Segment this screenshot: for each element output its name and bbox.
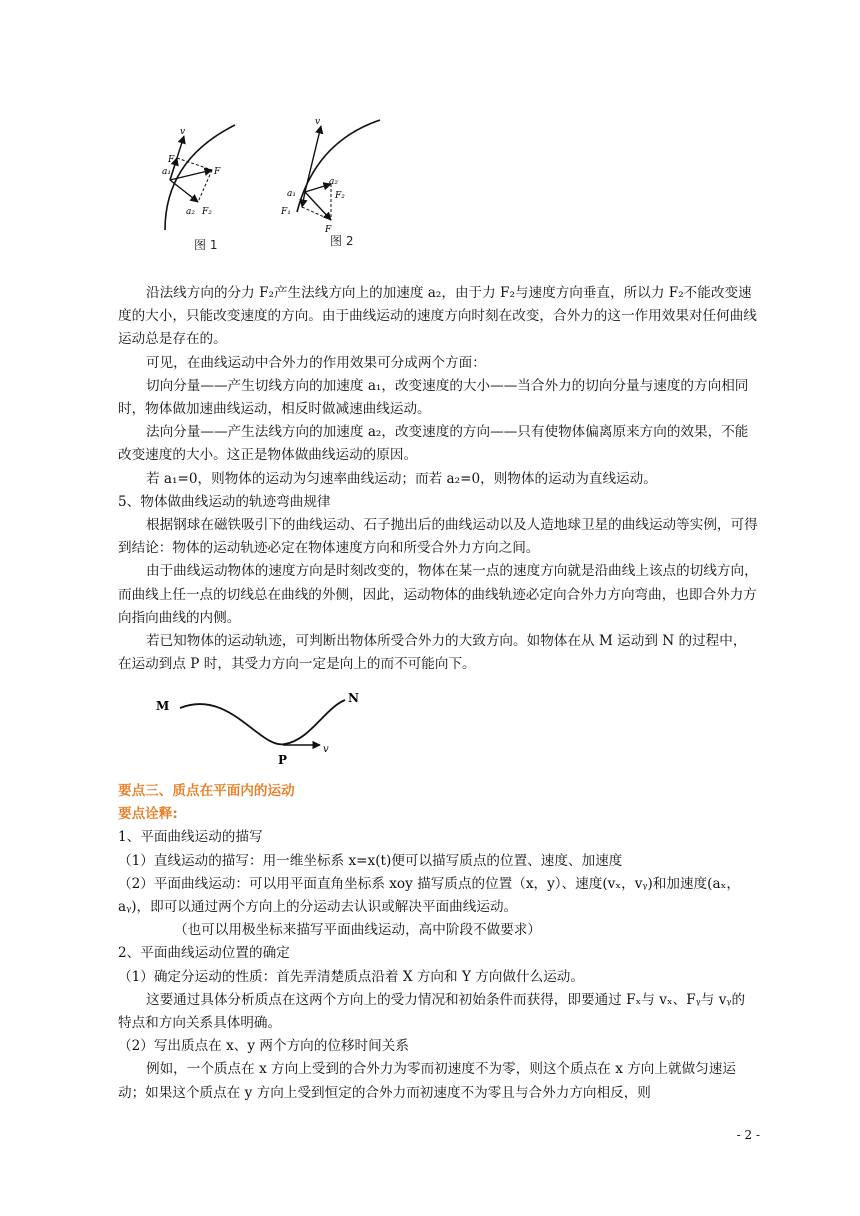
paragraph: 法向分量——产生法线方向的加速度 a₂，改变速度的方向——只有使物体偏离原来方向的效果，不能改变速度的大小。这正是物体做曲线运动的原因。 — [118, 424, 749, 464]
paragraph: 切向分量——产生切线方向的加速度 a₁，改变速度的大小——当合外力的切向分量与速度的方向相同时，物体做加速曲线运动，相反时做减速曲线运动。 — [118, 377, 749, 418]
section-subheading: 要点诠释: — [118, 806, 178, 823]
fig2-label-F2: F₂ — [335, 191, 345, 201]
fig2-label-v: v — [315, 117, 321, 127]
body-text-1 — [118, 282, 758, 676]
line: 例如，一个质点在 x 方向上受到的合外力为零而初速度不为零，则这个质点在 x 方向上就做匀速运动；如果这个质点在 y 方向上受到恒定的合外力而初速度不为零且与合外力方向相反，则 — [118, 1061, 736, 1101]
figure-2 — [275, 112, 385, 237]
fig1-label-a2: a₂ — [186, 207, 195, 217]
page-number: - 2 - — [736, 1128, 760, 1142]
figure-2-caption: 图 2 — [330, 234, 354, 248]
figure-2-diagram — [275, 112, 385, 237]
label-N: N — [348, 691, 359, 705]
paragraph: 由于曲线运动物体的速度方向是时刻改变的，物体在某一点的速度方向就是沿曲线上该点的切线方向，而曲线上任一点的切线总在曲线的外侧，因此，运动物体的曲线轨迹必定向合外力方向弯曲，也即合外力方向指向曲线的内侧。 — [118, 563, 758, 626]
line: （1）直线运动的描写：用一维坐标系 x=x(t)便可以描写质点的位置、速度、加速度 — [118, 852, 623, 869]
section-heading: 要点三、质点在平面内的运动 — [118, 783, 295, 799]
fig2-label-F1: F₁ — [281, 207, 291, 217]
fig2-label-F: F — [325, 225, 332, 235]
fig1-label-F1: F₁ — [168, 155, 178, 165]
fig1-label-F2: F₂ — [202, 207, 212, 217]
line: （1）确定分运动的性质：首先弄清楚质点沿着 X 方向和 Y 方向做什么运动。 — [118, 968, 584, 985]
label-v: v — [323, 744, 329, 755]
paragraph: 沿法线方向的分力 F₂产生法线方向上的加速度 a₂，由于力 F₂与速度方向垂直，所以力 F₂不能改变速度的大小，只能改变速度的方向。由于曲线运动的速度方向时刻在改变，合外力的这一作用效果对任何曲线运动总是存在的。 — [118, 285, 757, 348]
label-P: P — [278, 753, 288, 767]
figure-1-diagram — [150, 120, 250, 240]
line: （2）写出质点在 x、y 两个方向的位移时间关系 — [118, 1038, 409, 1055]
figure-1 — [150, 120, 250, 240]
line: 1、平面曲线运动的描写 — [118, 829, 263, 846]
paragraph: 可见，在曲线运动中合外力的作用效果可分成两个方面： — [146, 354, 486, 371]
line: （2）平面曲线运动：可以用平面直角坐标系 xoy 描写质点的位置（x，y）、速度(vₓ，vᵧ)和加速度(aₓ，aᵧ)，即可以通过两个方向上的分运动去认识或解决平面曲线运动。 — [118, 875, 740, 916]
section-three — [118, 780, 758, 1105]
figure-1-caption: 图 1 — [194, 238, 218, 252]
fig2-label-a1: a₁ — [287, 189, 296, 199]
line: （也可以用极坐标来描写平面曲线运动，高中阶段不做要求） — [174, 922, 542, 939]
section-title-5: 5、物体做曲线运动的轨迹弯曲规律 — [118, 493, 331, 510]
paragraph: 若 a₁=0，则物体的运动为匀速率曲线运动；而若 a₂=0，则物体的运动为直线运动。 — [146, 470, 657, 487]
trajectory-figure — [150, 690, 370, 770]
fig2-label-a2: a₂ — [329, 177, 338, 187]
label-M: M — [156, 699, 170, 713]
fig1-label-F: F — [214, 167, 221, 177]
line: 2、平面曲线运动位置的确定 — [118, 945, 290, 962]
line: 这要通过具体分析质点在这两个方向上的受力情况和初始条件而获得，即要通过 Fₓ与 vₓ、Fᵧ与 vᵧ的特点和方向关系具体明确。 — [118, 991, 746, 1032]
paragraph: 若已知物体的运动轨迹，可判断出物体所受合外力的大致方向。如物体在从 M 运动到 N 的过程中，在运动到点 P 时，其受力方向一定是向上的而不可能向下。 — [118, 633, 747, 673]
paragraph: 根据钢球在磁铁吸引下的曲线运动、石子抛出后的曲线运动以及人造地球卫星的曲线运动等实例，可得到结论：物体的运动轨迹必定在物体速度方向和所受合外力方向之间。 — [118, 517, 758, 557]
fig1-label-a1: a₁ — [162, 167, 171, 177]
fig1-label-v: v — [180, 127, 186, 137]
trajectory-diagram — [150, 690, 370, 770]
